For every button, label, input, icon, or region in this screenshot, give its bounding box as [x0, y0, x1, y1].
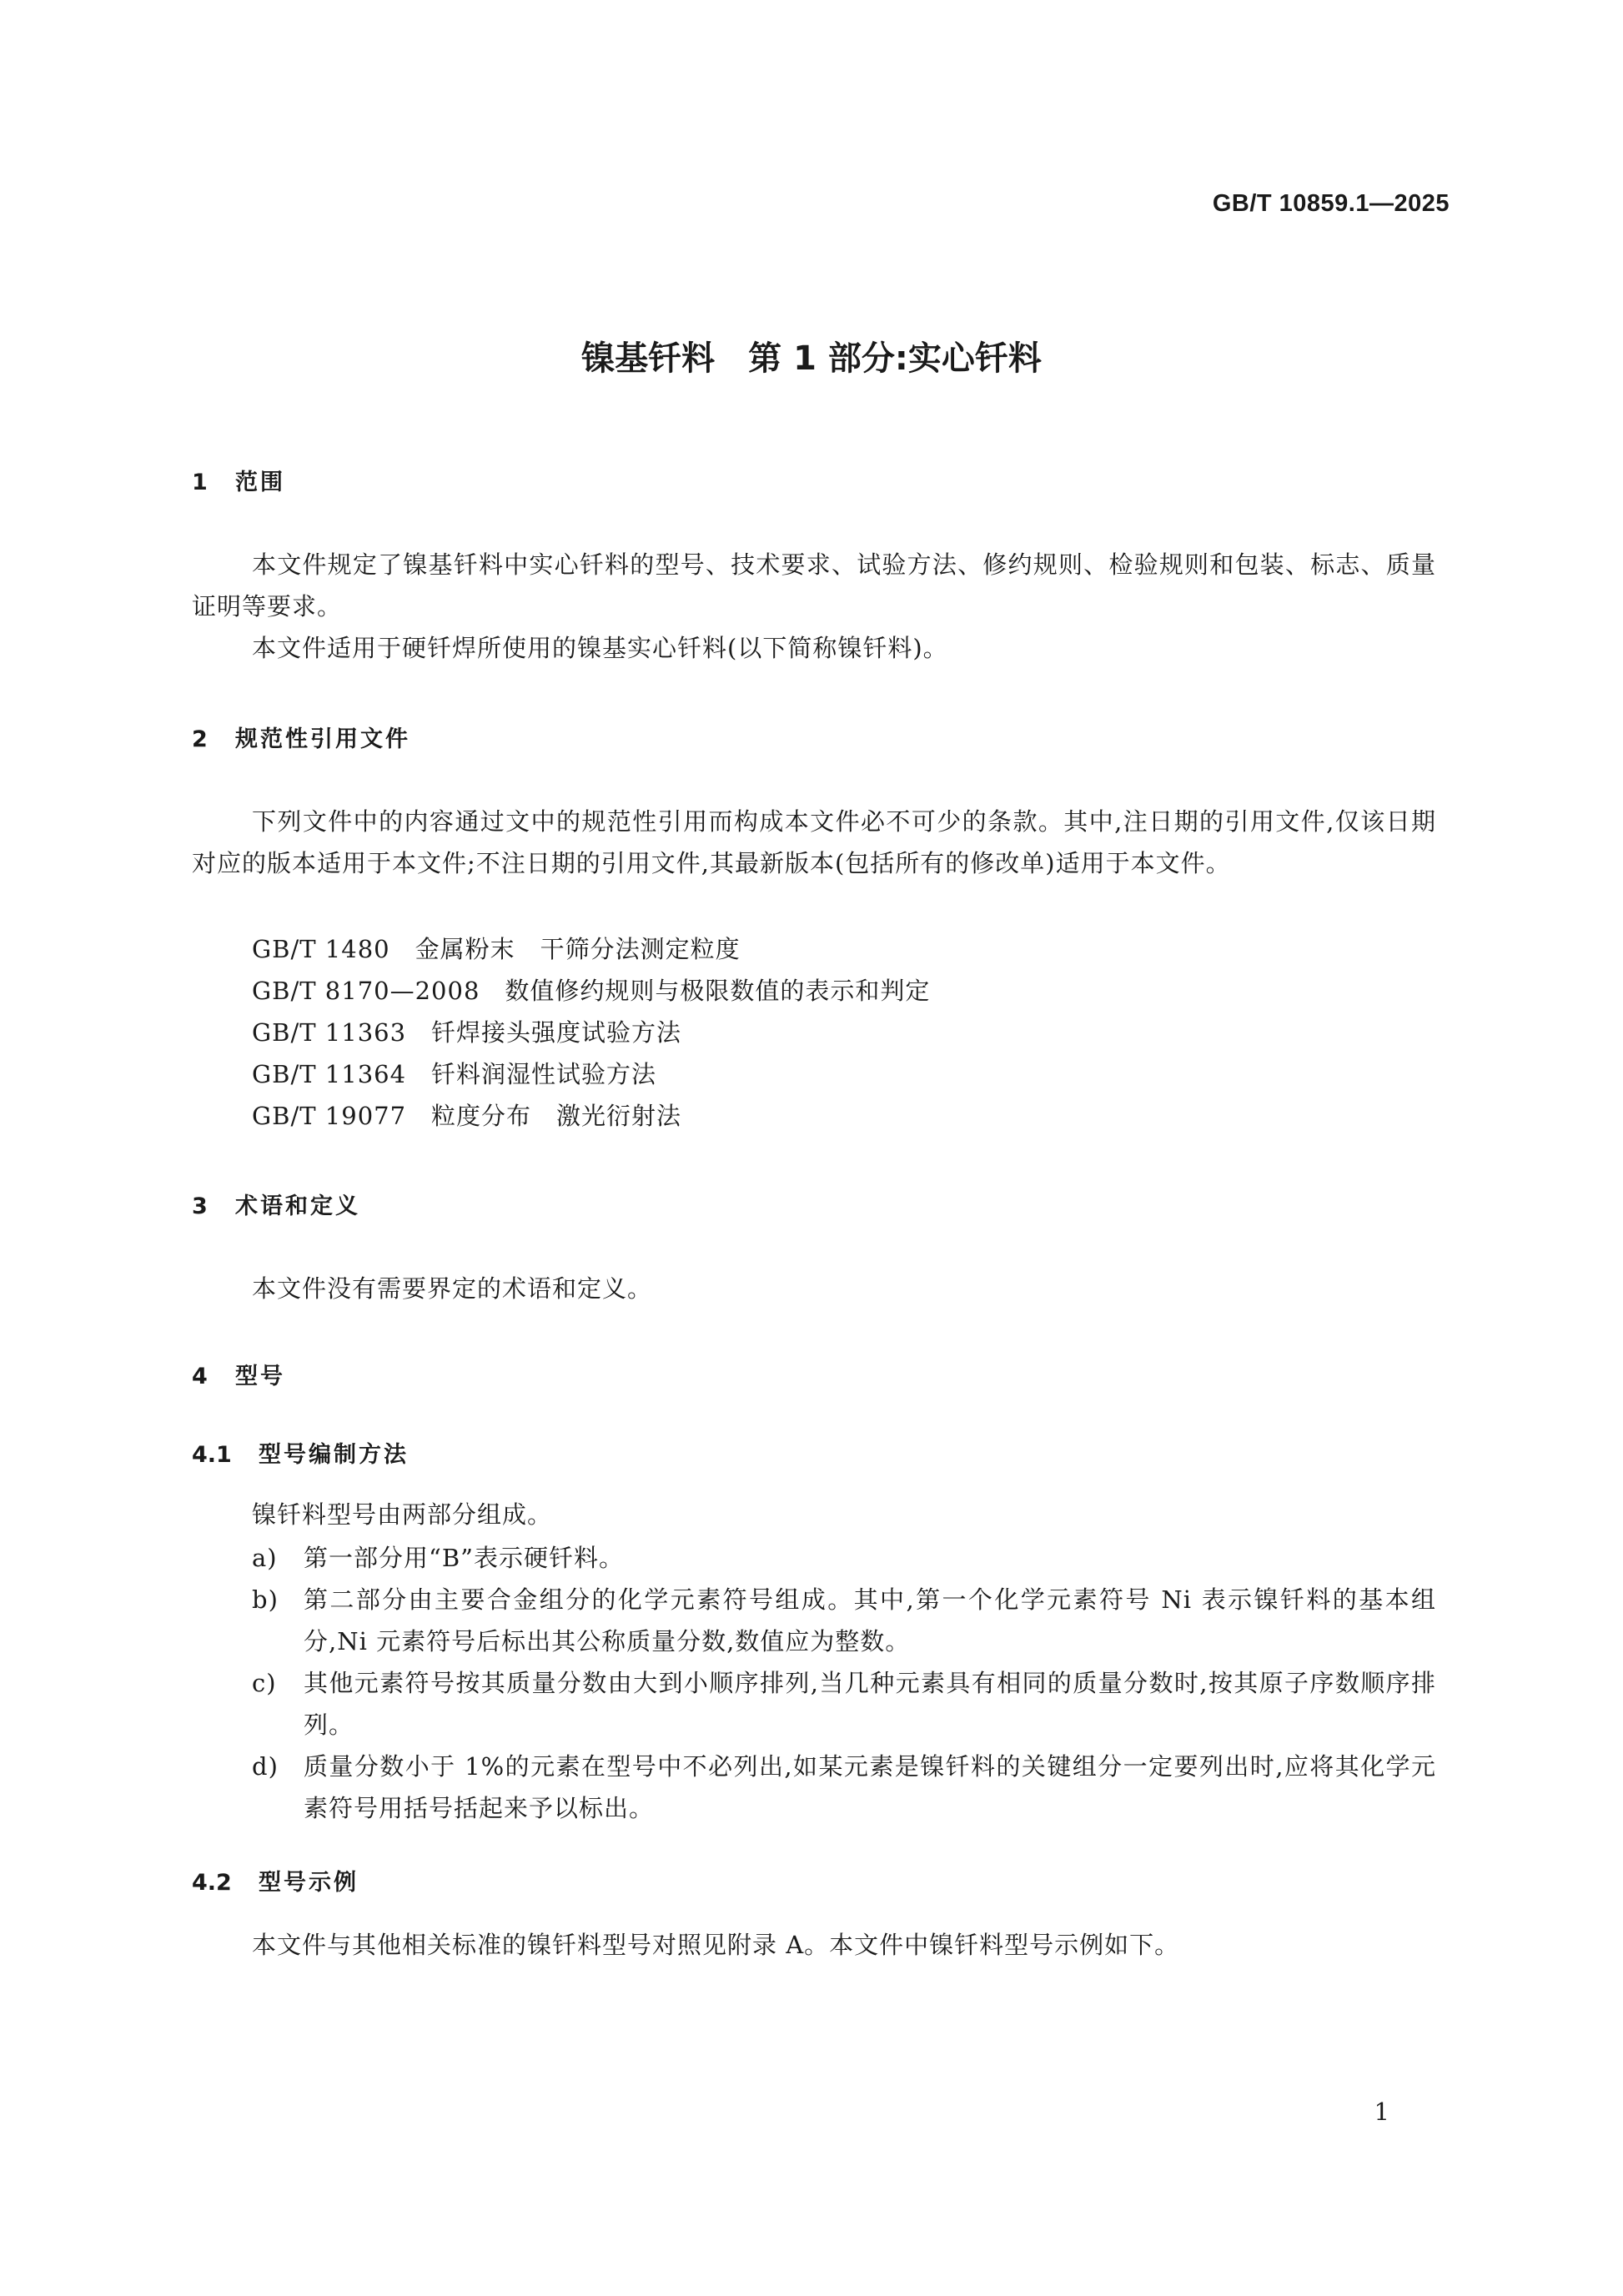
model-composition-intro: 镍钎料型号由两部分组成。 [252, 1500, 553, 1529]
terms-paragraph: 本文件没有需要界定的术语和定义。 [252, 1274, 653, 1303]
section-number: 2 [192, 726, 208, 752]
section-title: 型号 [235, 1364, 285, 1389]
reference-item: GB/T 11364 钎料润湿性试验方法 [252, 1060, 657, 1088]
normative-references-list [252, 928, 930, 1137]
section-2-heading [192, 721, 410, 753]
section-number: 4.1 [192, 1442, 232, 1468]
list-marker: c) [252, 1669, 277, 1697]
standard-code: GB/T 10859.1—2025 [1212, 190, 1450, 217]
list-item [252, 1579, 1436, 1662]
list-item-text: 其他元素符号按其质量分数由大到小顺序排列,当几种元素具有相同的质量分数时,按其原子序数顺序排列。 [304, 1669, 1436, 1739]
page-number: 1 [1374, 2098, 1389, 2126]
section-title: 规范性引用文件 [235, 726, 410, 752]
reference-item: GB/T 19077 粒度分布 激光衍射法 [252, 1102, 682, 1130]
section-number: 3 [192, 1193, 208, 1219]
reference-item: GB/T 11363 钎焊接头强度试验方法 [252, 1018, 682, 1047]
section-3-heading [192, 1188, 360, 1220]
section-number: 4.2 [192, 1870, 232, 1896]
section-title: 型号编制方法 [259, 1442, 409, 1468]
section-title: 术语和定义 [235, 1193, 360, 1219]
list-item-text: 第一部分用“B”表示硬钎料。 [304, 1544, 624, 1572]
list-marker: d) [252, 1752, 279, 1781]
section-title: 范围 [235, 470, 285, 495]
section-number: 1 [192, 470, 208, 495]
list-item-text: 第二部分由主要合金组分的化学元素符号组成。其中,第一个化学元素符号 Ni 表示镍钎料的基本组分,Ni 元素符号后标出其公称质量分数,数值应为整数。 [304, 1585, 1436, 1655]
section-title: 型号示例 [259, 1870, 359, 1896]
list-marker: b) [252, 1585, 279, 1614]
document-title: 镍基钎料 第 1 部分:实心钎料 [581, 339, 1042, 378]
section-4-heading [192, 1358, 285, 1390]
section-number: 4 [192, 1364, 208, 1389]
list-item [252, 1537, 1436, 1579]
reference-item: GB/T 8170—2008 数值修约规则与极限数值的表示和判定 [252, 977, 931, 1005]
list-item [252, 1746, 1436, 1829]
scope-paragraph-1: 本文件规定了镍基钎料中实心钎料的型号、技术要求、试验方法、修约规则、检验规则和包装、标志、质量证明等要求。 [192, 550, 1436, 620]
list-marker: a) [252, 1544, 278, 1572]
list-item [252, 1662, 1436, 1746]
model-example-paragraph: 本文件与其他相关标准的镍钎料型号对照见附录 A。本文件中镍钎料型号示例如下。 [252, 1931, 1180, 1959]
section-1-heading [192, 464, 285, 496]
reference-item: GB/T 1480 金属粉末 干筛分法测定粒度 [252, 935, 741, 963]
scope-paragraph-2: 本文件适用于硬钎焊所使用的镍基实心钎料(以下简称镍钎料)。 [252, 634, 948, 662]
list-item-text: 质量分数小于 1%的元素在型号中不必列出,如某元素是镍钎料的关键组分一定要列出时,应将其化学元素符号用括号括起来予以标出。 [304, 1752, 1436, 1822]
model-rules-list [252, 1537, 1436, 1829]
section-4-2-heading [192, 1864, 359, 1897]
normative-references-intro: 下列文件中的内容通过文中的规范性引用而构成本文件必不可少的条款。其中,注日期的引用文件,仅该日期对应的版本适用于本文件;不注日期的引用文件,其最新版本(包括所有的修改单)适用于本文件。 [192, 807, 1436, 877]
section-4-1-heading [192, 1436, 409, 1469]
